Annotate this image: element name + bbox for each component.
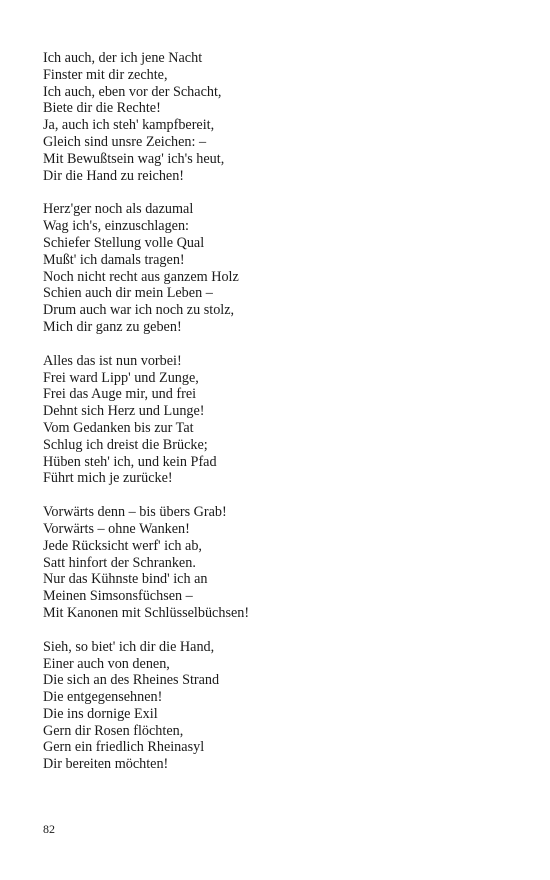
verse-line: Meinen Simsonsfüchsen – [43,588,193,605]
verse-line: Die sich an des Rheines Strand [43,672,220,689]
verse-line: Die ins dornige Exil [43,705,158,722]
verse-line: Alles das ist nun vorbei! [43,352,182,369]
verse-line: Frei ward Lipp' und Zunge, [43,369,199,386]
verse-line: Schlug ich dreist die Brücke; [43,436,208,453]
verse-line: Gern dir Rosen flöchten, [43,722,184,739]
verse-line: Gleich sind unsre Zeichen: – [43,133,207,150]
poem-text [43,50,523,790]
verse-line: Nur das Kühnste bind' ich an [43,571,208,588]
verse-line: Noch nicht recht aus ganzem Holz [43,268,239,285]
verse-line: Dehnt sich Herz und Lunge! [43,403,205,420]
verse-line: Herz'ger noch als dazumal [43,201,194,218]
verse-line: Vorwärts denn – bis übers Grab! [43,504,227,521]
verse-line: Dir die Hand zu reichen! [43,167,185,184]
verse-line: Mit Bewußtsein wag' ich's heut, [43,150,225,167]
verse-line: Die entgegensehnen! [43,689,163,706]
verse-line: Ich auch, eben vor der Schacht, [43,83,222,100]
verse-line: Drum auch war ich noch zu stolz, [43,302,235,319]
verse-line: Schiefer Stellung volle Qual [43,234,205,251]
verse-line: Vom Gedanken bis zur Tat [43,419,194,436]
verse-line: Dir bereiten möchten! [43,756,169,773]
verse-line: Mich dir ganz zu geben! [43,318,182,335]
verse-line: Frei das Auge mir, und frei [43,386,197,403]
verse-line: Einer auch von denen, [43,655,170,672]
verse-line: Finster mit dir zechte, [43,66,168,83]
verse-line: Biete dir die Rechte! [43,100,161,117]
stanza-1 [43,50,523,184]
page-number: 82 [43,822,55,836]
stanza-5 [43,639,523,773]
stanza-3 [43,353,523,487]
verse-line: Vorwärts – ohne Wanken! [43,520,190,537]
verse-line: Führt mich je zurücke! [43,470,173,487]
verse-line: Jede Rücksicht werf' ich ab, [43,537,202,554]
stanza-4 [43,504,523,622]
verse-line: Hüben steh' ich, und kein Pfad [43,453,217,470]
verse-line: Mußt' ich damals tragen! [43,251,185,268]
verse-line: Gern ein friedlich Rheinasyl [43,739,205,756]
stanza-2 [43,201,523,335]
verse-line: Mit Kanonen mit Schlüsselbüchsen! [43,604,250,621]
verse-line: Ich auch, der ich jene Nacht [43,50,203,66]
verse-line: Schien auch dir mein Leben – [43,285,213,302]
verse-line: Ja, auch ich steh' kampfbereit, [43,117,215,134]
verse-line: Wag ich's, einzuschlagen: [43,218,189,235]
verse-line: Sieh, so biet' ich dir die Hand, [43,638,215,655]
verse-line: Satt hinfort der Schranken. [43,554,196,571]
